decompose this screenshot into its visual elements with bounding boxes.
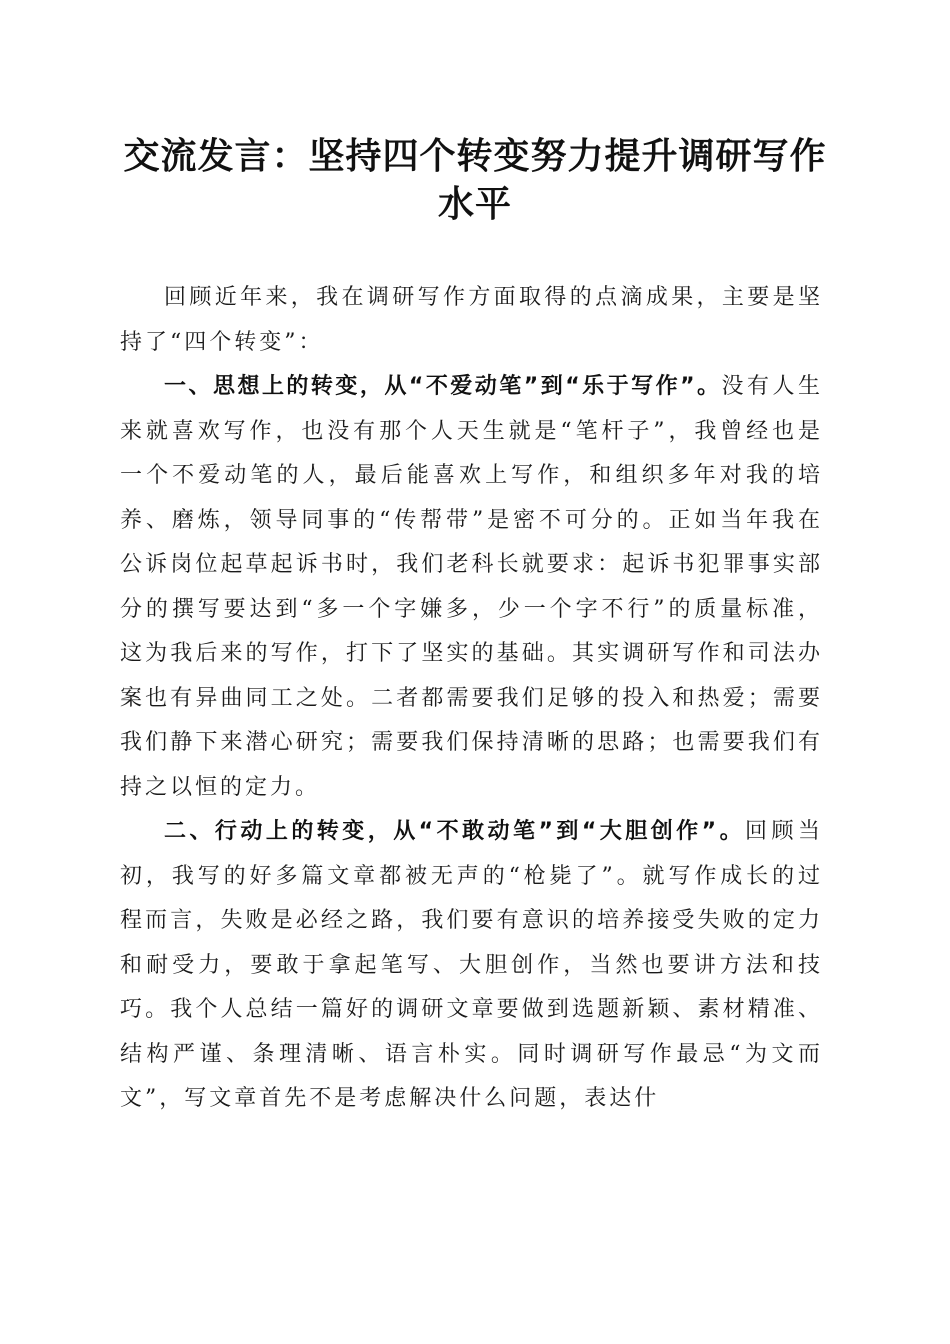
section-1-heading: 一、思想上的转变，从“不爱动笔”到“乐于写作”。 xyxy=(164,374,722,399)
document-title: 交流发言：坚持四个转变努力提升调研写作水平 xyxy=(123,135,827,225)
document-body xyxy=(120,276,823,1122)
section-1-text: 没有人生来就喜欢写作，也没有那个人天生就是“笔杆子”，我曾经也是一个不爱动笔的人，最后能喜欢上写作，和组织多年对我的培养、磨炼，领导同事的“传帮带”是密不可分的。正如当年我在公诉岗位起草起诉书时，我们老科长就要求：起诉书犯罪事实部分的撰写要达到“多一个字嫌多，少一个字不行”的质量标准，这为我后来的写作，打下了坚实的基础。其实调研写作和司法办案也有异曲同工之处。二者都需要我们足够的投入和热爱；需要我们静下来潜心研究；需要我们保持清晰的思路；也需要我们有持之以恒的定力。 xyxy=(120,374,823,800)
section-2-paragraph xyxy=(120,810,823,1122)
section-1-paragraph xyxy=(120,365,823,810)
intro-paragraph: 回顾近年来，我在调研写作方面取得的点滴成果，主要是坚持了“四个转变”： xyxy=(120,285,823,355)
section-2-heading: 二、行动上的转变，从“不敢动笔”到“大胆创作”。 xyxy=(164,819,746,844)
section-2-text: 回顾当初，我写的好多篇文章都被无声的“枪毙了”。就写作成长的过程而言，失败是必经之路，我们要有意识的培养接受失败的定力和耐受力，要敢于拿起笔写、大胆创作，当然也要讲方法和技巧。我个人总结一篇好的调研文章要做到选题新颖、素材精准、结构严谨、条理清晰、语言朴实。同时调研写作最忌“为文而文”，写文章首先不是考虑解决什么问题，表达什 xyxy=(120,819,823,1111)
